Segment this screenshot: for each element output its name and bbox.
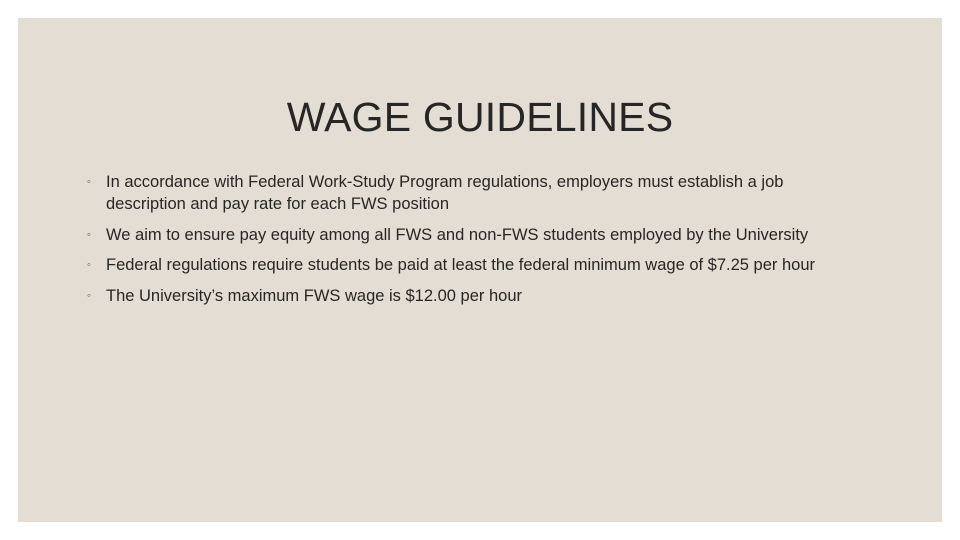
bullet-text: Federal regulations require students be paid at least the federal minimum wage of $7.25 per hour	[106, 256, 816, 274]
bullet-text: We aim to ensure pay equity among all FWS and non-FWS students employed by the University	[106, 225, 809, 244]
bullet-marker: ◦	[87, 289, 91, 302]
bullet-item	[86, 254, 856, 276]
bullet-item	[86, 224, 856, 246]
bullet-list	[86, 171, 856, 315]
slide	[18, 18, 942, 522]
bullet-marker: ◦	[87, 228, 91, 241]
bullet-text: The University’s maximum FWS wage is $12.00 per hour	[106, 286, 523, 305]
bullet-marker: ◦	[87, 176, 91, 188]
bullet-text: In accordance with Federal Work-Study Program regulations, employers must establish a job description and pay rate for each FWS position	[106, 173, 784, 213]
bullet-item	[86, 285, 856, 307]
bullet-item	[86, 171, 856, 215]
slide-title: WAGE GUIDELINES	[286, 94, 674, 140]
bullet-marker: ◦	[87, 259, 91, 271]
